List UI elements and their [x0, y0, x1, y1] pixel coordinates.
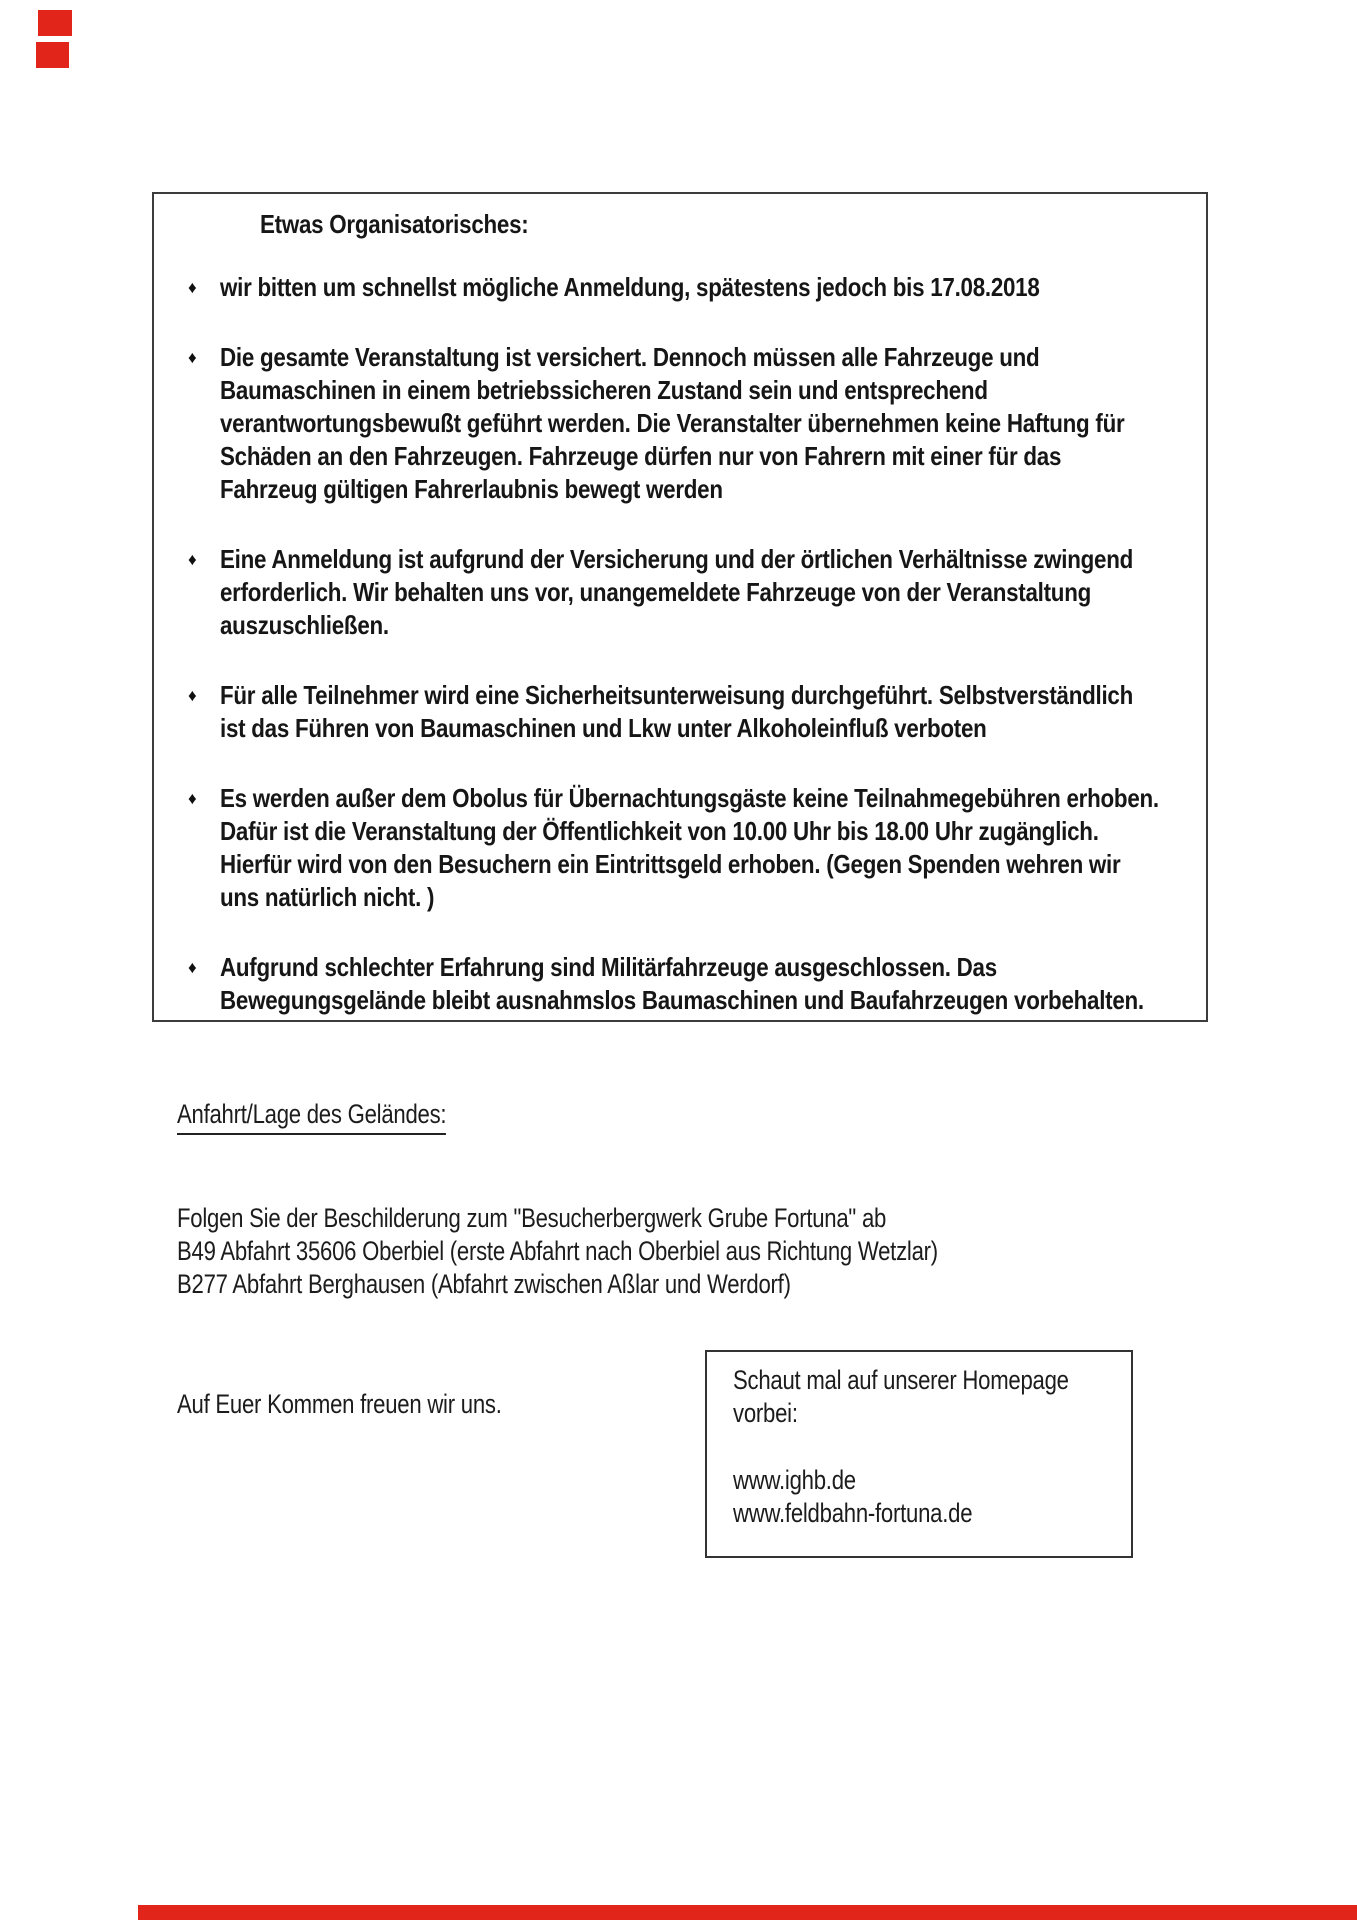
homepage-line: vorbei: [733, 1398, 798, 1428]
homepage-line: Schaut mal auf unserer Homepage [733, 1365, 1069, 1395]
bullet-line: auszuschließen. [220, 610, 389, 640]
diamond-bullet-icon: ♦ [188, 348, 197, 367]
red-bottom-bar [138, 1905, 1357, 1920]
bullet-line: Eine Anmeldung ist aufgrund der Versicherung und der örtlichen Verhältnisse zwingend [220, 544, 1134, 574]
bullet-line: Es werden außer dem Obolus für Übernachtungsgäste keine Teilnahmegebühren erhoben. [220, 783, 1159, 813]
bullet-line: Die gesamte Veranstaltung ist versichert. Dennoch müssen alle Fahrzeuge und [220, 342, 1040, 372]
diamond-bullet-icon: ♦ [188, 789, 197, 808]
red-mark-top-2 [36, 42, 69, 68]
directions-line: B49 Abfahrt 35606 Oberbiel (erste Abfahrt nach Oberbiel aus Richtung Wetzlar) [177, 1236, 938, 1266]
diamond-bullet-icon: ♦ [188, 278, 197, 297]
bullet-line: uns natürlich nicht. ) [220, 882, 435, 912]
bullet-line: Aufgrund schlechter Erfahrung sind Militärfahrzeuge ausgeschlossen. Das [220, 952, 997, 982]
directions-line: B277 Abfahrt Berghausen (Abfahrt zwischen Aßlar und Werdorf) [177, 1269, 791, 1299]
bullet-line: Hierfür wird von den Besuchern ein Eintrittsgeld erhoben. (Gegen Spenden wehren wir [220, 849, 1121, 879]
diamond-bullet-icon: ♦ [188, 550, 197, 569]
closing-line: Auf Euer Kommen freuen wir uns. [177, 1389, 502, 1419]
bullet-line: verantwortungsbewußt geführt werden. Die Veranstalter übernehmen keine Haftung für [220, 408, 1125, 438]
diamond-bullet-icon: ♦ [188, 686, 197, 705]
org-box-title: Etwas Organisatorisches: [260, 209, 529, 239]
directions-line: Folgen Sie der Beschilderung zum "Besucherbergwerk Grube Fortuna" ab [177, 1203, 887, 1233]
bullet-line: ist das Führen von Baumaschinen und Lkw unter Alkoholeinfluß verboten [220, 713, 987, 743]
bullet-item-militaerfahrzeuge [188, 951, 1178, 1017]
red-mark-top-1 [38, 10, 72, 36]
homepage-url: www.ighb.de [733, 1465, 856, 1495]
bullet-line: wir bitten um schnellst mögliche Anmeldung, spätestens jedoch bis 17.08.2018 [220, 272, 1040, 302]
diamond-bullet-icon: ♦ [188, 958, 197, 977]
bullet-line: Baumaschinen in einem betriebssicheren Zustand sein und entsprechend [220, 375, 988, 405]
bullet-item-versicherung [188, 341, 1178, 506]
anfahrt-heading: Anfahrt/Lage des Geländes: [177, 1098, 505, 1135]
bullet-line: Bewegungsgelände bleibt ausnahmslos Baumaschinen und Baufahrzeugen vorbehalten. [220, 985, 1144, 1015]
bullet-line: Fahrzeug gültigen Fahrerlaubnis bewegt werden [220, 474, 723, 504]
bullet-line: Schäden an den Fahrzeugen. Fahrzeuge dürfen nur von Fahrern mit einer für das [220, 441, 1062, 471]
bullet-line: Dafür ist die Veranstaltung der Öffentlichkeit von 10.00 Uhr bis 18.00 Uhr zugänglich. [220, 816, 1099, 846]
homepage-box [705, 1350, 1133, 1558]
directions-paragraph [177, 1202, 1105, 1301]
homepage-box-spacer [733, 1430, 1131, 1464]
bullet-item-anmeldung-pflicht [188, 543, 1178, 642]
bullet-line: Für alle Teilnehmer wird eine Sicherheitsunterweisung durchgeführt. Selbstverständlich [220, 680, 1134, 710]
bullet-item-anmeldung [188, 271, 1178, 304]
bullet-item-sicherheitsunterweisung [188, 679, 1178, 745]
homepage-url: www.feldbahn-fortuna.de [733, 1498, 973, 1528]
bullet-line: erforderlich. Wir behalten uns vor, unangemeldete Fahrzeuge von der Veranstaltung [220, 577, 1092, 607]
bullet-item-gebuehren [188, 782, 1178, 914]
org-info-box [152, 192, 1208, 1022]
